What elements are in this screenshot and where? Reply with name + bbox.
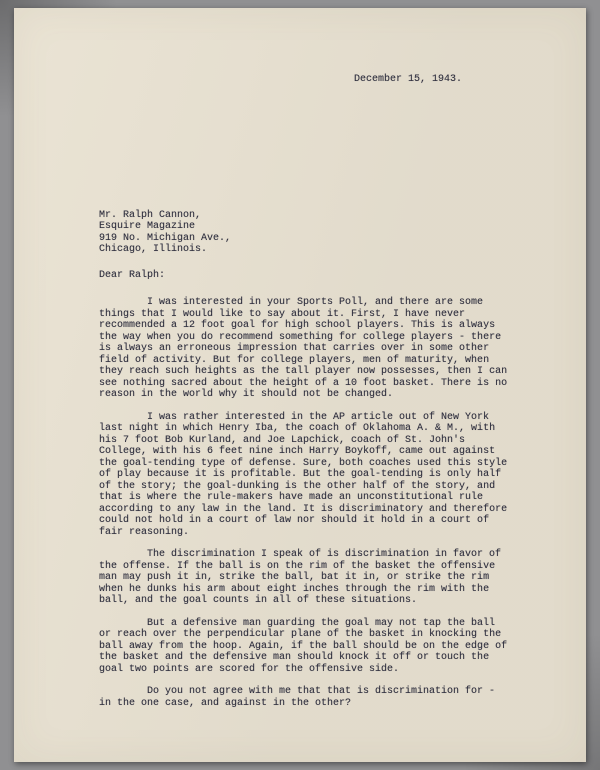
paragraph-discrimination: The discrimination I speak of is discrimination in favor of the offense. If the ball is on the rim of the basket the offensive man may push it in, strike the ball, bat it in, or strike the rim when he dunks his arm about eight inches through the rim with the ball, and the goal counts in all of these situations.: [99, 549, 502, 606]
recipient-name: Mr. Ralph Cannon,: [99, 209, 202, 221]
salutation: Dear Ralph:: [99, 269, 166, 281]
paragraph-ap-article: I was rather interested in the AP article out of New York last night in which Henry Iba, the coach of Oklahoma A. & M., with his 7 foot Bob Kurland, and Joe Lapchick, coach of St. John's College, with his 6 feet nine inch Harry Boykoff, came out against the goal-tending type of defense. Sure, both coaches used this style of play because it is profitable. But the goal-tending is only half of the story; the goal-dunking is the other half of the story, and that is where the rule-makers have made an unconstitutional rule according to any law in the land. It is discriminatory and therefore could not hold in a court of law nor should it hold in a court of fair reasoning.: [99, 411, 508, 538]
letter-date: December 15, 1943.: [354, 74, 463, 85]
paragraph-sports-poll: I was interested in your Sports Poll, and there are some things that I would like to say about it. First, I have never recommended a 12 foot goal for high school players. This is always the way when you do recommend something for college players - there is always an erroneous impression that carries over in some other field of activity. But for college players, men of maturity, when they reach such heights as the tall player now possesses, then I can see nothing sacred about the height of a 10 foot basket. There is no reason in the world why it should not be changed.: [99, 297, 508, 400]
paragraph-closing-question: Do you not agree with me that that is discrimination for - in the one case, and against in the other?: [99, 686, 496, 709]
recipient-org: Esquire Magazine: [99, 221, 196, 232]
letter-body: [99, 297, 513, 709]
recipient-address-block: [99, 210, 586, 256]
recipient-street: 919 No. Michigan Ave.,: [99, 232, 232, 244]
paragraph-defensive-man: But a defensive man guarding the goal may not tap the ball or reach over the perpendicular plane of the basket in knocking the ball away from the hoop. Again, if the ball should be on the edge of the basket and the defensive man should knock it off or touch the goal two points are scored for the offensive side.: [99, 617, 508, 675]
letter-paper: [14, 8, 586, 762]
recipient-city: Chicago, Illinois.: [99, 244, 208, 255]
